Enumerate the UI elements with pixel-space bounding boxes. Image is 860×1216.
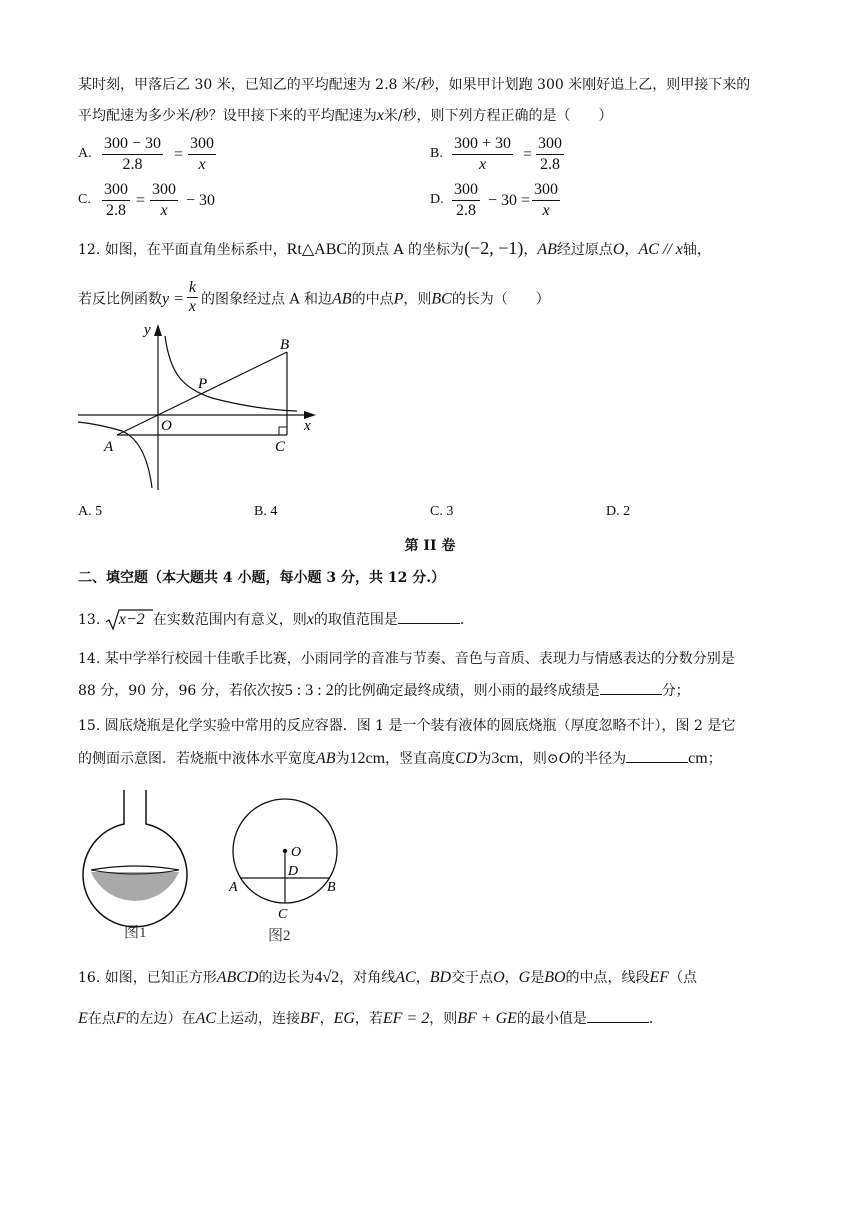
q15-line1: 15. 圆底烧瓶是化学实验中常用的反应容器．图 1 是一个装有液体的圆底烧瓶（厚度忽略不计），图 2 是它 bbox=[78, 718, 736, 734]
q13-line: 13. x−2 在实数范围内有意义，则x的取值范围是 . bbox=[78, 609, 464, 631]
label-b: B bbox=[327, 880, 336, 895]
label-a: A bbox=[229, 880, 238, 895]
q11-line2-text-a: 平均配速为多少米/秒？设甲接下来的平均配速为 bbox=[78, 108, 377, 124]
q12-answer-d[interactable]: D. 2 bbox=[606, 504, 631, 519]
option-label: A. bbox=[78, 146, 92, 161]
q12-answer-b[interactable]: B. 4 bbox=[254, 504, 278, 519]
liquid-surface bbox=[91, 866, 179, 870]
segment-ab bbox=[117, 352, 287, 435]
option-label: C. bbox=[78, 192, 91, 207]
label-a: A bbox=[104, 439, 114, 455]
figure1-caption: 图1 bbox=[124, 925, 147, 941]
q14-answer-blank[interactable] bbox=[600, 694, 662, 695]
right-angle-mark bbox=[279, 427, 287, 435]
flask-liquid bbox=[91, 872, 179, 901]
label-d: D bbox=[288, 864, 299, 879]
left-fraction: $\frac{300}{2.8}$ bbox=[454, 181, 478, 219]
q16-line2: E在点F的左边）在AC上运动，连接BF，EG，若EF = 2，则BF + GE的最小值是 . bbox=[78, 1010, 654, 1027]
label-o: O bbox=[291, 845, 302, 860]
label-c: C bbox=[275, 439, 286, 455]
label-x: x bbox=[304, 418, 311, 434]
q11-option-a[interactable] bbox=[78, 134, 378, 178]
q15-line2: 的侧面示意图．若烧瓶中液体水平宽度AB为12cm，竖直高度CD为3cm，则⊙O的半径为 cm； bbox=[78, 750, 722, 767]
left-fraction: $\frac{300 + 30}{x}$ bbox=[454, 135, 512, 173]
q15-figure2-circle bbox=[220, 796, 350, 946]
y-axis-arrow bbox=[154, 324, 162, 336]
equals-sign: = bbox=[136, 192, 146, 209]
q15-answer-blank[interactable] bbox=[626, 762, 688, 763]
label-o: O bbox=[161, 418, 172, 434]
q11-option-c[interactable] bbox=[78, 180, 378, 224]
q11-line1: 某时刻，甲落后乙 30 米，已知乙的平均配速为 2.8 米/秒，如果甲计划跑 300 米刚好追上乙，则甲接下来的 bbox=[78, 77, 751, 93]
figure2-caption: 图2 bbox=[268, 928, 291, 944]
left-fraction: $\frac{300 - 30}{2.8}$ bbox=[104, 135, 162, 173]
right-fraction: $\frac{300}{x}$ bbox=[534, 181, 558, 219]
section-heading: 二、填空题（本大题共 4 小题，每小题 3 分，共 12 分.） bbox=[78, 570, 446, 586]
q12-line2: 若反比例函数y = $\frac{k}{x}$ 的图象经过点 A 和边AB的中点P，则BC的长为（ ） bbox=[78, 279, 550, 315]
minus-thirty: − 30 bbox=[186, 192, 216, 209]
label-b: B bbox=[280, 337, 290, 353]
hyperbola-branch-1 bbox=[165, 336, 297, 411]
q11-variable-x: x bbox=[376, 107, 384, 124]
q16-answer-blank[interactable] bbox=[587, 1022, 649, 1023]
q11-option-d[interactable] bbox=[430, 180, 730, 224]
right-fraction: $\frac{300}{x}$ bbox=[190, 135, 214, 173]
hyperbola-branch-2 bbox=[78, 422, 152, 488]
option-label: D. bbox=[430, 192, 444, 207]
q12-answer-a[interactable]: A. 5 bbox=[78, 504, 103, 519]
label-c: C bbox=[278, 907, 288, 922]
label-y: y bbox=[144, 322, 151, 338]
equals-sign: = bbox=[174, 146, 184, 163]
q14-line1: 14. 某中学举行校园十佳歌手比赛，小雨同学的音准与节奏、音色与音质、表现力与情感表达的分数分别是 bbox=[78, 651, 735, 667]
center-point-o bbox=[283, 849, 287, 853]
rt-triangle-abc: Rt△ABC bbox=[286, 241, 348, 258]
q15-figure1-flask bbox=[78, 786, 198, 948]
q12-line1: 12. 如图，在平面直角坐标系中，Rt△ABC的顶点 A 的坐标为(−2, −1)，AB经过原点O，AC // x轴， bbox=[78, 238, 711, 258]
equals-sign: = bbox=[523, 146, 533, 163]
q12-coordinate-figure bbox=[72, 318, 322, 493]
volume-title: 第 II 卷 bbox=[404, 538, 456, 554]
ratio: 5 : 3 : 2 bbox=[284, 682, 334, 699]
q13-answer-blank[interactable] bbox=[398, 623, 460, 624]
flask-outline bbox=[83, 790, 187, 927]
k-over-x-fraction: $\frac{k}{x}$ bbox=[188, 279, 197, 315]
minus-thirty-equals: − 30 = bbox=[488, 192, 531, 209]
point-a-coordinates: (−2, −1) bbox=[464, 238, 524, 258]
q11-line2-text-b: 米/秒，则下列方程正确的是（ ） bbox=[383, 108, 613, 124]
q16-line1: 16. 如图，已知正方形ABCD的边长为4√2，对角线AC，BD交于点O，G是BO的中点，线段EF（点 bbox=[78, 969, 698, 986]
option-label: B. bbox=[430, 146, 443, 161]
square-root-expression: x−2 bbox=[105, 609, 153, 631]
q11-line2 bbox=[78, 106, 613, 126]
right-fraction: $\frac{300}{x}$ bbox=[152, 181, 176, 219]
q14-line2: 88 分，90 分，96 分，若依次按5 : 3 : 2的比例确定最终成绩，则小雨的最终成绩是 分； bbox=[78, 682, 690, 699]
side-length: 4√2 bbox=[314, 969, 340, 986]
q11-option-b[interactable] bbox=[430, 134, 730, 178]
left-fraction: $\frac{300}{2.8}$ bbox=[104, 181, 128, 219]
q12-answer-c[interactable]: C. 3 bbox=[430, 504, 454, 519]
label-p: P bbox=[198, 376, 208, 392]
right-fraction: $\frac{300}{2.8}$ bbox=[538, 135, 562, 173]
